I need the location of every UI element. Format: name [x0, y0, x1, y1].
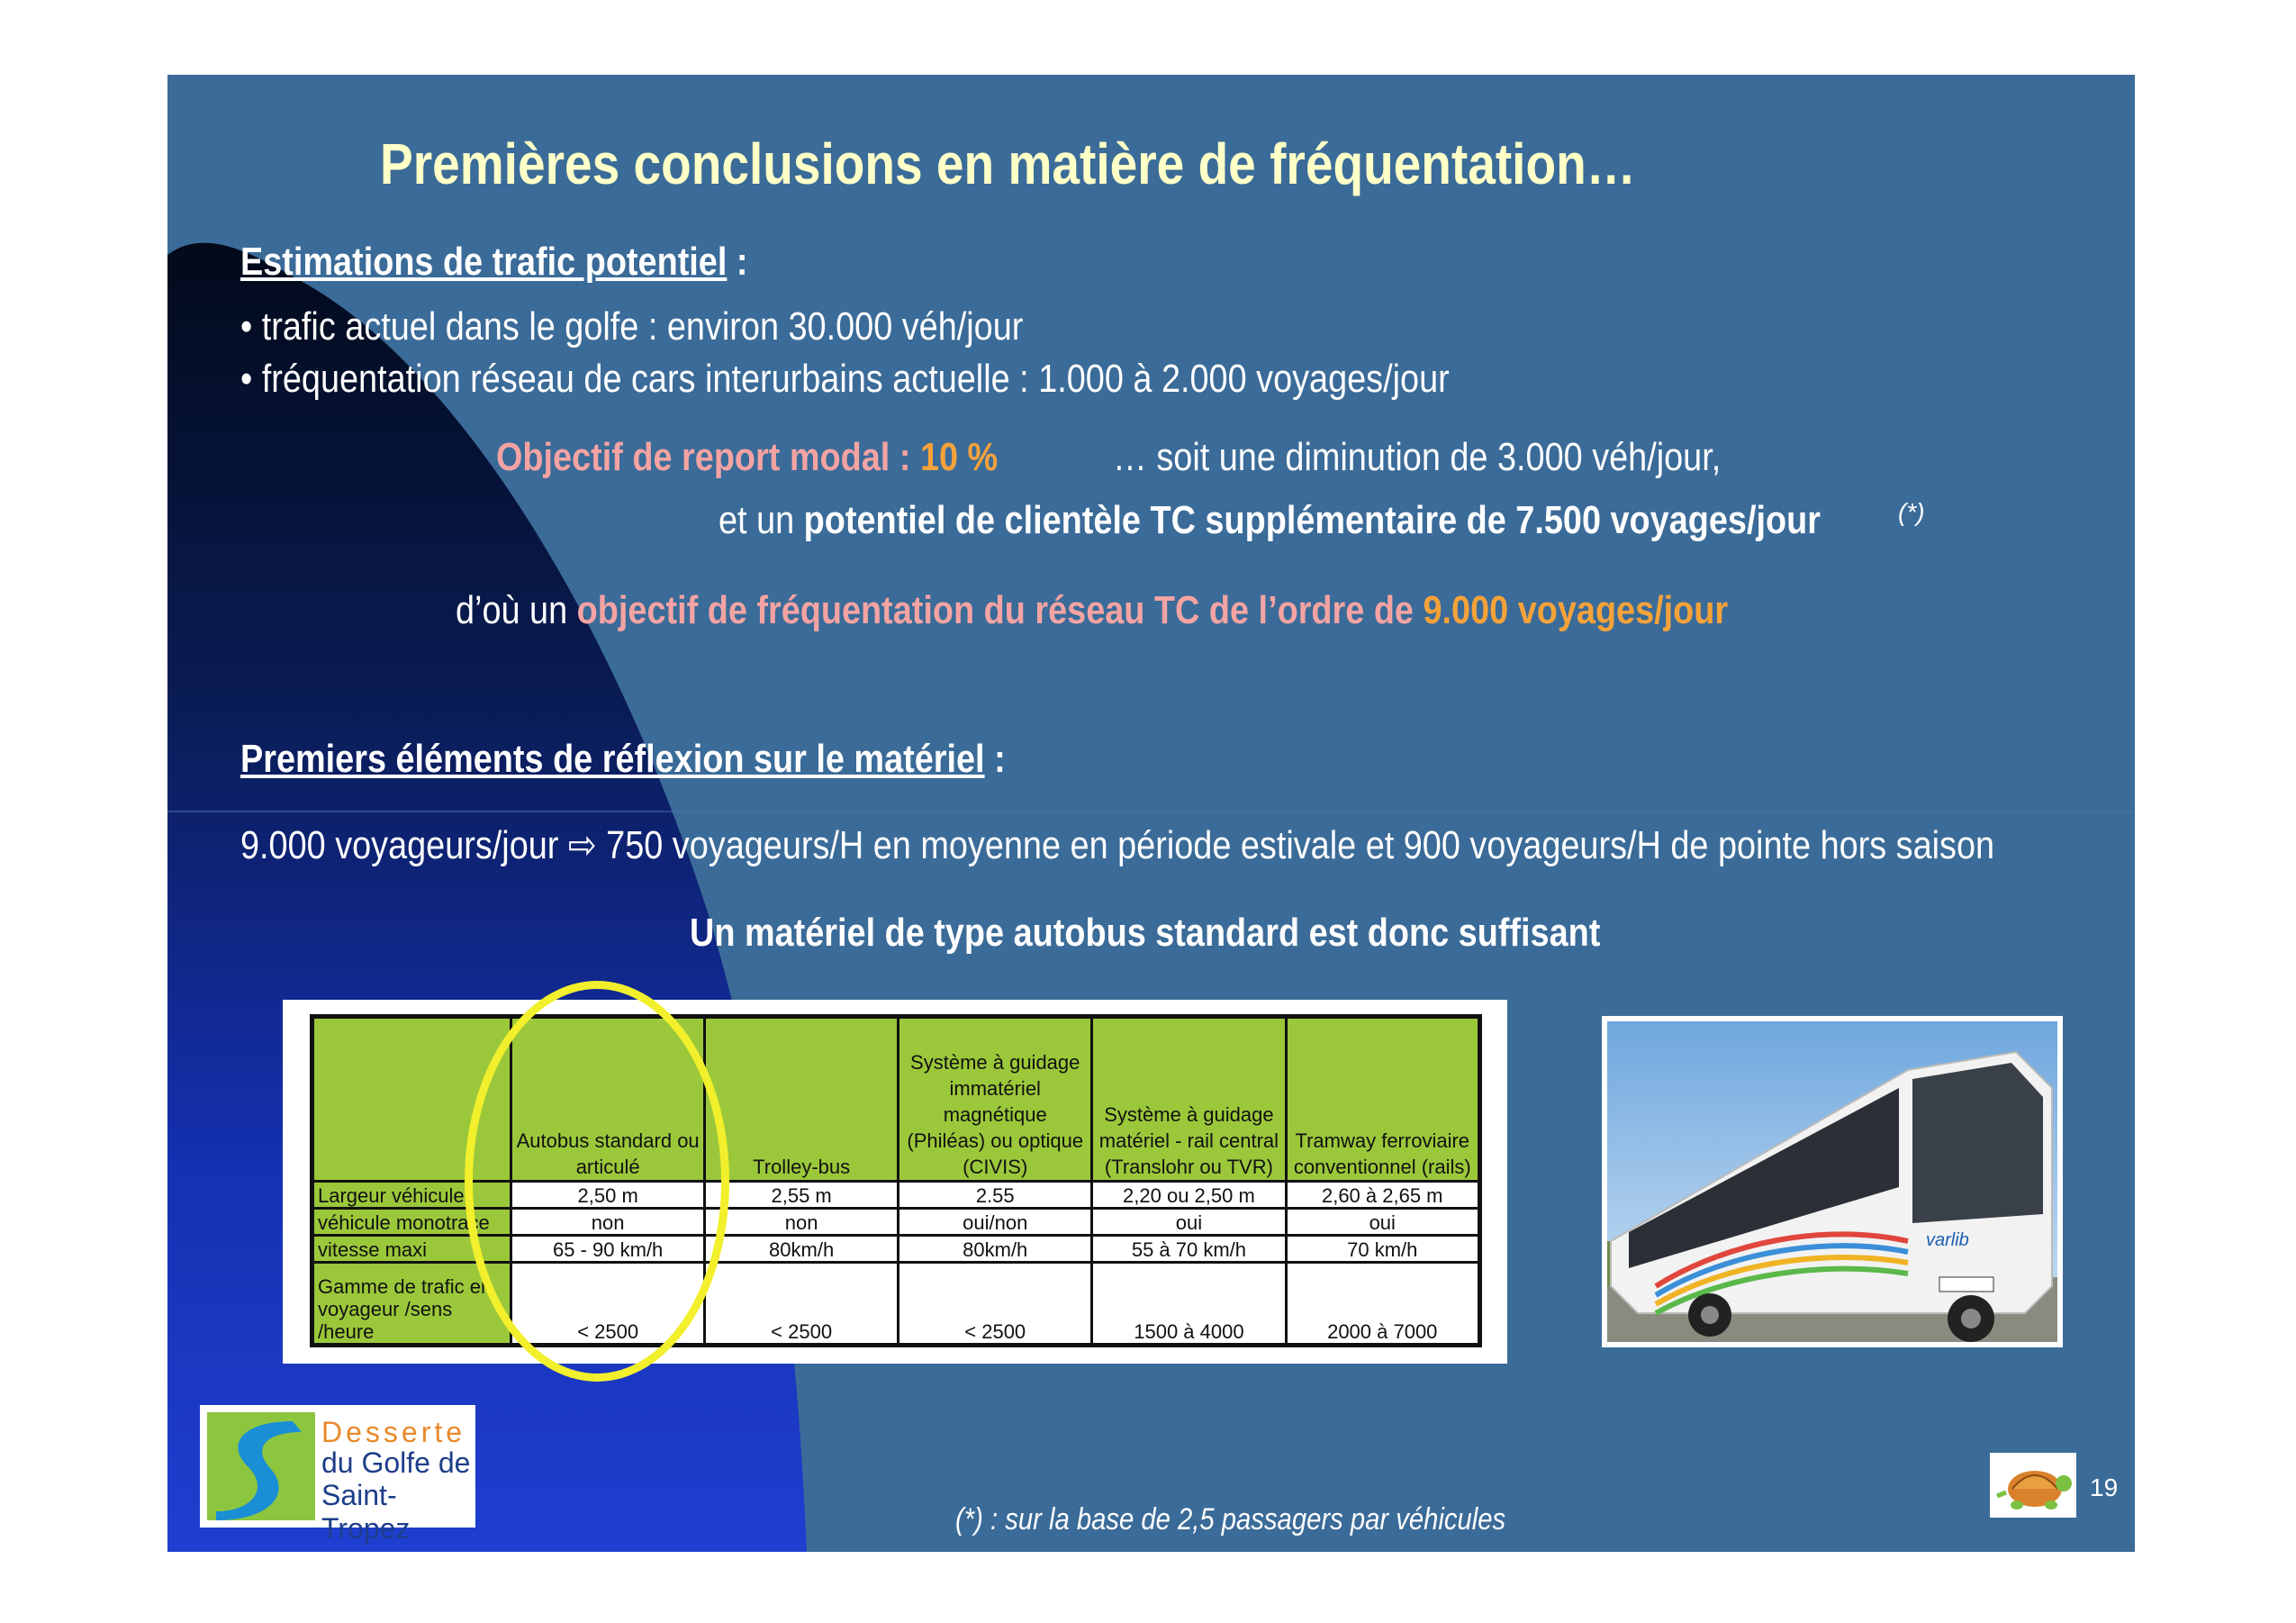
logo-desserte-golfe — [200, 1405, 475, 1545]
table-cell: 80km/h — [705, 1235, 899, 1262]
page-number: 19 — [2090, 1473, 2119, 1501]
table-cell: 55 à 70 km/h — [1092, 1235, 1286, 1262]
slide-title: Premières conclusions en matière de fréquentation… — [380, 131, 1636, 196]
table-cell: < 2500 — [705, 1262, 899, 1345]
arrow-right-icon: ⇨ — [567, 823, 597, 867]
table-header-cell: Système à guidage immatériel magnétique (Philéas) ou optique (CIVIS) — [899, 1017, 1092, 1182]
conclusion-orange: 9.000 voyages/jour — [1423, 588, 1729, 632]
table-cell: 2,50 m — [511, 1181, 705, 1208]
logo-line-2: du Golfe de — [321, 1446, 471, 1479]
section-heading-material — [240, 737, 1006, 782]
table-cell: 2,60 à 2,65 m — [1286, 1181, 1480, 1208]
conclusion-prefix: d’où un — [456, 588, 577, 632]
section-heading-colon: : — [727, 240, 748, 284]
highlight-ellipse — [465, 981, 729, 1382]
table-row-label: Largeur véhicule — [312, 1181, 511, 1208]
objective-reduction: … soit une diminution de 3.000 véh/jour, — [1113, 435, 1722, 479]
table-cell: 80km/h — [899, 1235, 1092, 1262]
table-row-label: véhicule monotrace — [312, 1208, 511, 1235]
table-cell: 1500 à 4000 — [1092, 1262, 1286, 1345]
objective-line — [496, 435, 998, 480]
table-cell: 2,55 m — [705, 1181, 899, 1208]
section-heading-colon-2: : — [984, 737, 1006, 781]
flow-left: 9.000 voyageurs/jour — [240, 823, 559, 867]
potential-bold: potentiel de clientèle TC supplémentaire de 7.500 voyages/jour — [803, 498, 1821, 542]
flow-line — [240, 822, 1994, 868]
table-cell: < 2500 — [899, 1262, 1092, 1345]
turtle-icon — [1990, 1453, 2076, 1518]
table-row-label: Gamme de trafic en voyageur /sens /heure — [312, 1262, 511, 1345]
table-cell: 2000 à 7000 — [1286, 1262, 1480, 1345]
bullet-traffic: • trafic actuel dans le golfe : environ 30.000 véh/jour — [240, 304, 1024, 349]
table-row-label: vitesse maxi — [312, 1235, 511, 1262]
potential-asterisk: (*) — [1898, 498, 1925, 526]
section-heading-traffic — [240, 240, 748, 285]
table-cell: 2,20 ou 2,50 m — [1092, 1181, 1286, 1208]
section-heading-material-text: Premiers éléments de réflexion sur le matériel — [240, 737, 985, 781]
section-heading-traffic-text: Estimations de trafic potentiel — [240, 240, 728, 284]
table-header-cell: Tramway ferroviaire conventionnel (rails) — [1286, 1017, 1480, 1182]
footnote: (*) : sur la base de 2,5 passagers par véhicules — [955, 1502, 1506, 1537]
conclusion-line — [456, 588, 1728, 633]
potential-line — [719, 498, 1821, 543]
table-cell: < 2500 — [511, 1262, 705, 1345]
bus-photo — [1602, 1016, 2063, 1347]
conclusion-pink: objectif de fréquentation du réseau TC de l’ordre de — [576, 588, 1424, 632]
bus-brand: varlib — [1926, 1230, 1969, 1250]
bullet-ridership: • fréquentation réseau de cars interurbains actuelle : 1.000 à 2.000 voyages/jour — [240, 357, 1450, 401]
logo-s-icon — [207, 1412, 324, 1520]
table-header-cell: Système à guidage matériel - rail central (Translohr ou TVR) — [1092, 1017, 1286, 1182]
potential-prefix: et un — [719, 498, 804, 542]
material-conclusion: Un matériel de type autobus standard est donc suffisant — [690, 911, 1601, 955]
table-cell: oui — [1286, 1208, 1480, 1235]
logo-line-1: Desserte — [321, 1416, 466, 1448]
table-cell: oui — [1092, 1208, 1286, 1235]
table-header-cell: Autobus standard ou articulé — [511, 1017, 705, 1182]
flow-right: 750 voyageurs/H en moyenne en période estivale et 900 voyageurs/H de pointe hors saison — [606, 823, 1995, 867]
objective-label: Objectif de report modal : — [496, 435, 920, 479]
slide — [167, 75, 2135, 1552]
table-header-cell: Trolley-bus — [705, 1017, 899, 1182]
table-cell: non — [705, 1208, 899, 1235]
table-cell: non — [511, 1208, 705, 1235]
logo-line-3: Saint-Tropez — [321, 1479, 411, 1545]
table-cell: oui/non — [899, 1208, 1092, 1235]
table-cell: 65 - 90 km/h — [511, 1235, 705, 1262]
objective-value: 10 % — [919, 435, 999, 479]
table-cell: 70 km/h — [1286, 1235, 1480, 1262]
table-cell: 2.55 — [899, 1181, 1092, 1208]
bus-icon — [1602, 1016, 2063, 1347]
